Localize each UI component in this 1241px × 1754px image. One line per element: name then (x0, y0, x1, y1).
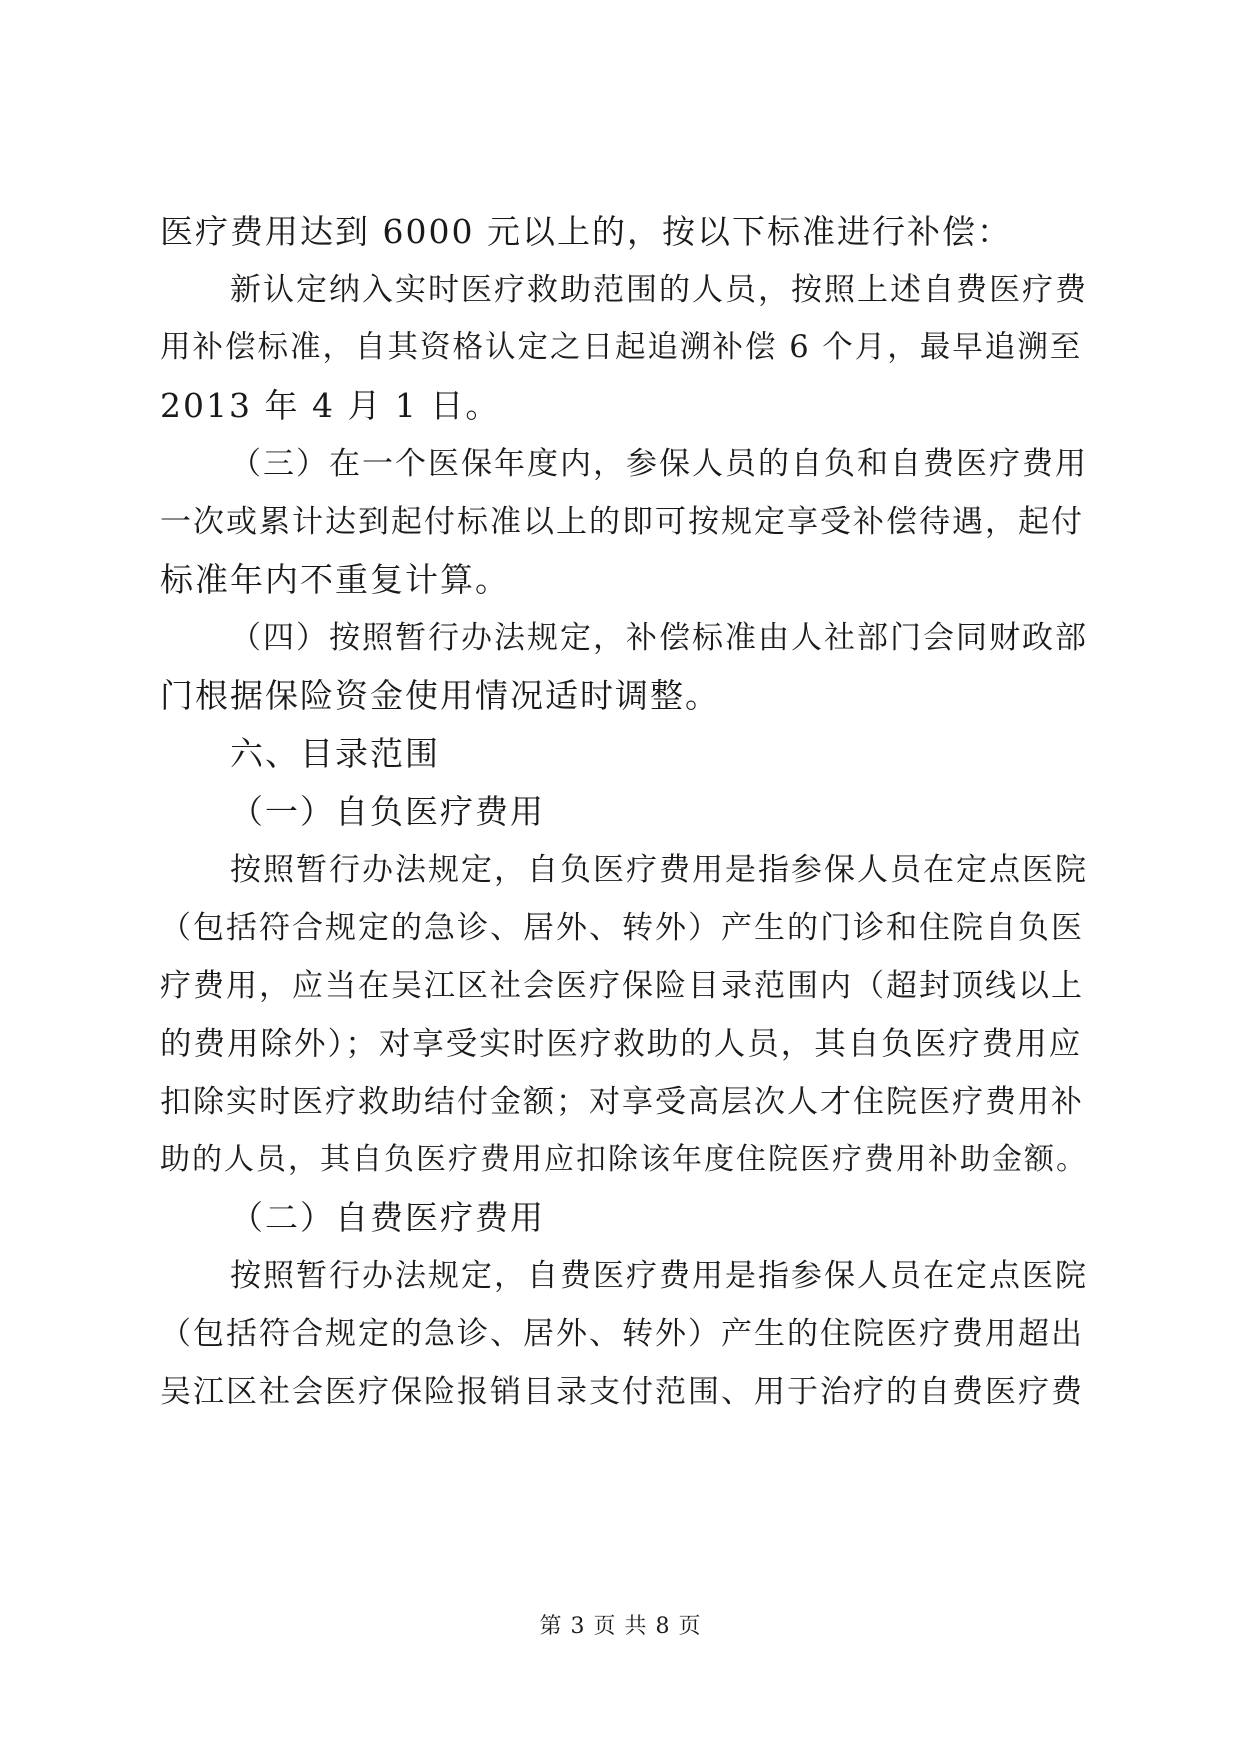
line-text: 吴江区社会医疗保险报销目录支付范围、用于治疗的自费医疗费 (160, 1374, 1084, 1410)
line-text: 一次或累计达到起付标准以上的即可按规定享受补偿待遇，起付 (160, 504, 1084, 540)
text-line (0, 258, 1241, 322)
line-text: （包括符合规定的急诊、居外、转外）产生的门诊和住院自负医 (160, 910, 1084, 946)
line-text: 按照暂行办法规定，自费医疗费用是指参保人员在定点医院 (230, 1258, 1088, 1294)
line-text: （包括符合规定的急诊、居外、转外）产生的住院医疗费用超出 (160, 1316, 1084, 1352)
line-text: （一）自负医疗费用 (230, 792, 545, 831)
text-line (0, 374, 1241, 438)
section-heading (0, 722, 1241, 786)
line-text: 按照暂行办法规定，自负医疗费用是指参保人员在定点医院 (230, 852, 1088, 888)
text-line (0, 432, 1241, 496)
text-line (0, 954, 1241, 1018)
text-line (0, 1360, 1241, 1424)
subsection-heading (0, 1186, 1241, 1250)
text-line (0, 896, 1241, 960)
text-line (0, 1070, 1241, 1134)
line-text: （四）按照暂行办法规定，补偿标准由人社部门会同财政部 (230, 620, 1088, 656)
text-line (0, 1128, 1241, 1192)
line-text: 助的人员，其自负医疗费用应扣除该年度住院医疗费用补助金额。 (160, 1142, 1088, 1177)
line-text: 扣除实时医疗救助结付金额；对享受高层次人才住院医疗费用补 (160, 1084, 1084, 1120)
line-text: 六、目录范围 (230, 734, 440, 773)
text-line (0, 838, 1241, 902)
line-text: 标准年内不重复计算。 (160, 560, 510, 599)
text-line (0, 316, 1241, 380)
line-text: 新认定纳入实时医疗救助范围的人员，按照上述自费医疗费 (230, 272, 1088, 308)
text-line (0, 1012, 1241, 1076)
subsection-heading (0, 780, 1241, 844)
line-text: 2013 年 4 月 1 日。 (160, 386, 501, 425)
line-text: （三）在一个医保年度内，参保人员的自负和自费医疗费用 (230, 446, 1088, 482)
line-text: 门根据保险资金使用情况适时调整。 (160, 676, 720, 715)
line-text: （二）自费医疗费用 (230, 1198, 545, 1237)
text-line (0, 548, 1241, 612)
page-number-footer: 第 3 页 共 8 页 (539, 1614, 702, 1639)
text-line (0, 606, 1241, 670)
text-line (0, 200, 1241, 264)
text-line (0, 1302, 1241, 1366)
text-line (0, 664, 1241, 728)
line-text: 的费用除外）；对享受实时医疗救助的人员，其自负医疗费用应 (160, 1026, 1083, 1062)
text-line (0, 1244, 1241, 1308)
text-line (0, 490, 1241, 554)
line-text: 医疗费用达到 6000 元以上的，按以下标准进行补偿： (160, 212, 1012, 251)
line-text: 疗费用，应当在吴江区社会医疗保险目录范围内（超封顶线以上 (160, 968, 1084, 1004)
line-text: 用补偿标准，自其资格认定之日起追溯补偿 6 个月，最早追溯至 (160, 330, 1083, 365)
